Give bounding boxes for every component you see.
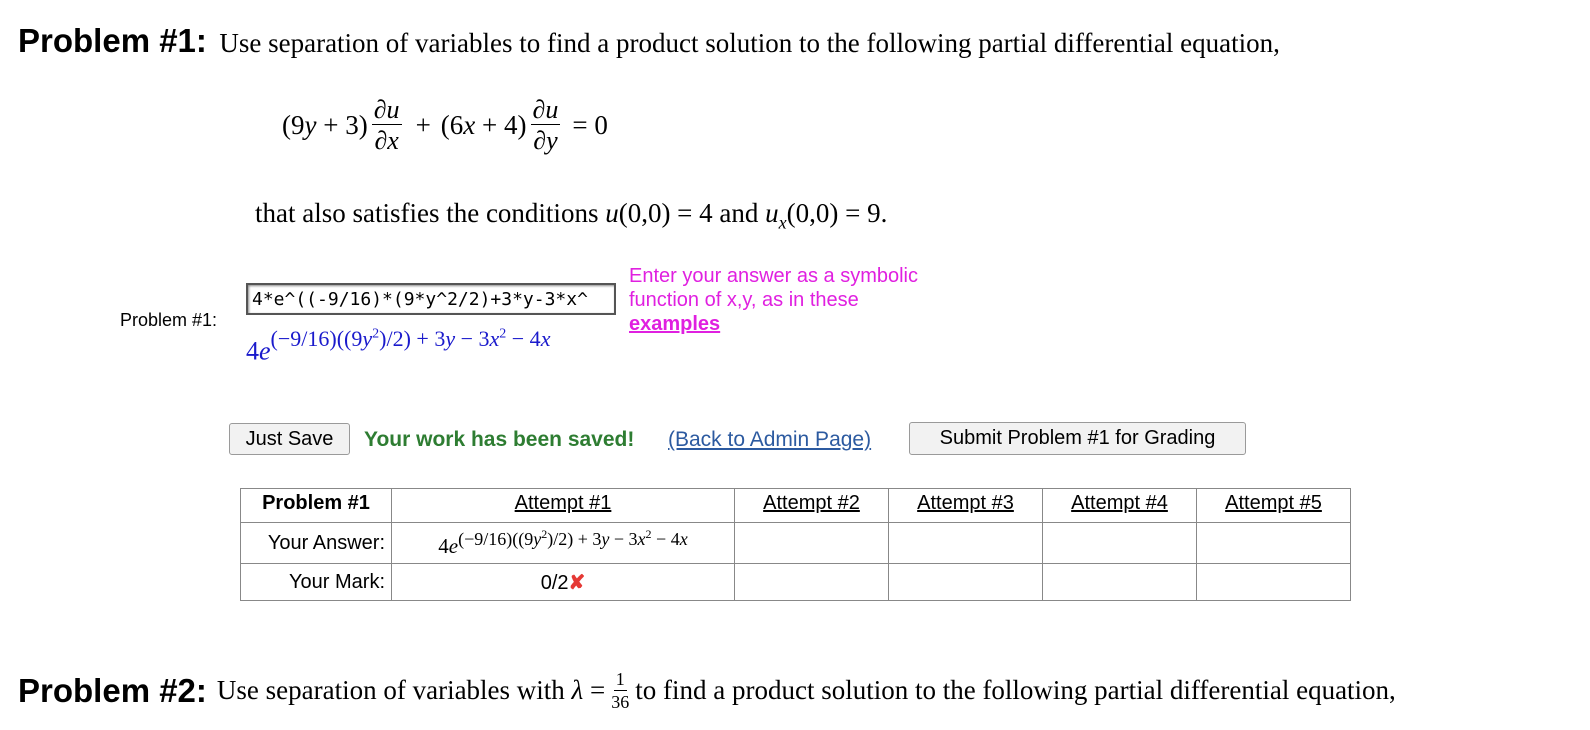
table-header-row bbox=[241, 489, 1351, 523]
attempt-5-mark bbox=[1197, 564, 1351, 601]
problem-2-intro-before: Use separation of variables with λ = bbox=[216, 675, 606, 706]
lambda-fraction bbox=[609, 670, 631, 712]
problem-1-heading bbox=[18, 22, 1280, 60]
conditions-text: that also satisfies the conditions u(0,0) = 4 and $u_x(0,0) = 9$. bbox=[255, 198, 888, 233]
table-header-problem: Problem #1 bbox=[241, 489, 392, 523]
attempt-1-mark-cell bbox=[392, 564, 735, 601]
saved-message: Your work has been saved! bbox=[364, 428, 635, 451]
fraction-denominator: ∂y bbox=[533, 126, 558, 156]
fraction-denominator: ∂x bbox=[374, 126, 399, 156]
problem-2-intro-after: to find a product solution to the following partial differential equation, bbox=[635, 675, 1396, 706]
lambda-denominator: 36 bbox=[611, 691, 630, 712]
table-header-attempt-3[interactable]: Attempt #3 bbox=[889, 489, 1043, 523]
table-header-attempt-2[interactable]: Attempt #2 bbox=[735, 489, 889, 523]
equation-rhs: = 0 bbox=[572, 109, 608, 140]
attempt-1-mark: 0/2 bbox=[540, 571, 569, 594]
your-mark-label: Your Mark: bbox=[241, 564, 392, 601]
du-dx-fraction bbox=[372, 96, 402, 155]
attempts-table bbox=[240, 488, 1351, 601]
term1-coefficient: (9y + 3) bbox=[282, 109, 368, 140]
answer-input[interactable]: 4*e^((-9/16)*(9*y^2/2)+3*y-3*x^ bbox=[246, 283, 616, 315]
hint-line-2: function of x,y, as in these bbox=[629, 289, 859, 311]
submit-problem-button[interactable]: Submit Problem #1 for Grading bbox=[909, 422, 1246, 455]
attempt-4-answer bbox=[1043, 523, 1197, 564]
back-to-admin-link[interactable]: (Back to Admin Page) bbox=[668, 428, 872, 451]
fraction-numerator: ∂u bbox=[532, 95, 559, 124]
cross-icon: ✘ bbox=[568, 571, 586, 594]
pde-equation bbox=[282, 96, 608, 155]
attempt-3-answer bbox=[889, 523, 1043, 564]
du-dy-fraction bbox=[531, 96, 561, 155]
answer-preview: $4e^{(-9/16)((9y^2)/2) + 3y - 3x^2 - 4x}$ bbox=[246, 326, 551, 366]
hint-line-1: Enter your answer as a symbolic bbox=[629, 265, 919, 287]
term2-coefficient: (6x + 4) bbox=[440, 109, 527, 140]
attempt-5-answer bbox=[1197, 523, 1351, 564]
attempt-4-mark bbox=[1043, 564, 1197, 601]
examples-link[interactable]: examples bbox=[629, 313, 721, 335]
attempt-2-mark bbox=[735, 564, 889, 601]
table-header-attempt-5[interactable]: Attempt #5 bbox=[1197, 489, 1351, 523]
problem-1-title: Problem #1: bbox=[18, 22, 207, 59]
problem-1-intro: Use separation of variables to find a product solution to the following partial differential equation, bbox=[219, 28, 1280, 58]
table-row-mark bbox=[241, 564, 1351, 601]
input-hint bbox=[629, 264, 918, 336]
problem-1-side-label: Problem #1: bbox=[120, 310, 218, 330]
just-save-button[interactable]: Just Save bbox=[229, 423, 350, 455]
problem-2-heading bbox=[18, 670, 1396, 712]
attempt-1-answer: $4e^{(-9/16)((9y^2)/2) + 3y - 3x^2 - 4x}$ bbox=[392, 523, 735, 564]
plus-sign: + bbox=[415, 109, 431, 140]
fraction-numerator: ∂u bbox=[373, 95, 400, 124]
attempt-2-answer bbox=[735, 523, 889, 564]
your-answer-label: Your Answer: bbox=[241, 523, 392, 564]
attempt-3-mark bbox=[889, 564, 1043, 601]
table-row-answer bbox=[241, 523, 1351, 564]
table-header-attempt-1[interactable]: Attempt #1 bbox=[392, 489, 735, 523]
problem-2-title: Problem #2: bbox=[18, 671, 207, 709]
table-header-attempt-4[interactable]: Attempt #4 bbox=[1043, 489, 1197, 523]
lambda-numerator: 1 bbox=[615, 669, 625, 689]
